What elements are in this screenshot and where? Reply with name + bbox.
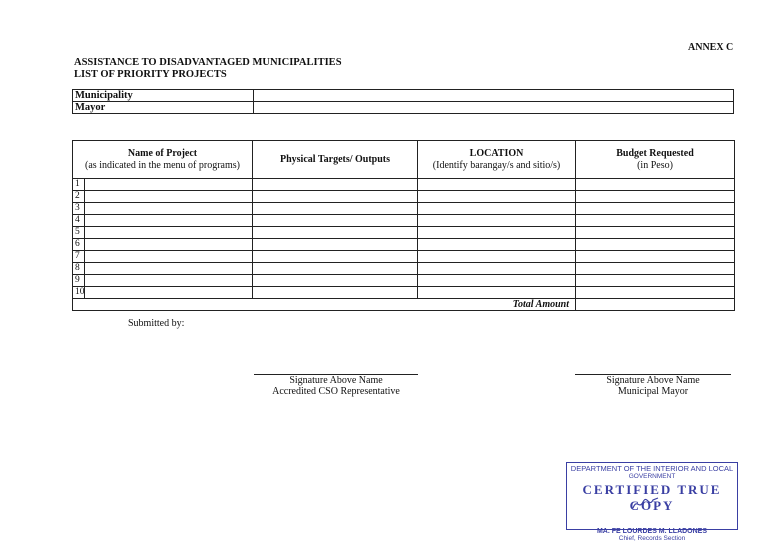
table-row xyxy=(73,239,735,251)
project-name-cell[interactable] xyxy=(85,239,253,251)
location-cell[interactable] xyxy=(418,275,576,287)
row-number: 6 xyxy=(73,239,85,251)
location-cell[interactable] xyxy=(418,239,576,251)
project-name-cell[interactable] xyxy=(85,227,253,239)
handwritten-signature-icon xyxy=(631,496,661,512)
physical-targets-cell[interactable] xyxy=(253,179,418,191)
header-location xyxy=(418,141,576,179)
form-subtitle: LIST OF PRIORITY PROJECTS xyxy=(74,69,227,80)
physical-targets-cell[interactable] xyxy=(253,239,418,251)
physical-targets-cell[interactable] xyxy=(253,227,418,239)
budget-cell[interactable] xyxy=(576,215,735,227)
stamp-name: MA. FE LOURDES M. LLADONES xyxy=(596,528,708,535)
budget-cell[interactable] xyxy=(576,275,735,287)
header-name-of-project xyxy=(73,141,253,179)
location-cell[interactable] xyxy=(418,287,576,299)
project-name-cell[interactable] xyxy=(85,179,253,191)
table-row xyxy=(73,191,735,203)
municipality-mayor-box xyxy=(72,89,734,114)
stamp-certified: CERTIFIED TRUE COPY xyxy=(582,482,722,513)
physical-targets-cell[interactable] xyxy=(253,215,418,227)
mayor-field[interactable] xyxy=(254,102,734,114)
header-name-of-project-title: Name of Project xyxy=(127,147,198,159)
table-row xyxy=(73,251,735,263)
row-number: 8 xyxy=(73,263,85,275)
form-title: ASSISTANCE TO DISADVANTAGED MUNICIPALITIES xyxy=(74,57,342,68)
total-amount-label: Total Amount xyxy=(73,299,576,311)
submitted-by-label: Submitted by: xyxy=(128,318,185,329)
stamp-government: GOVERNMENT xyxy=(628,473,676,480)
table-row xyxy=(73,203,735,215)
row-number: 10 xyxy=(73,287,85,299)
budget-cell[interactable] xyxy=(576,179,735,191)
location-cell[interactable] xyxy=(418,251,576,263)
cso-signature-block xyxy=(254,374,418,397)
stamp-department: DEPARTMENT OF THE INTERIOR AND LOCAL xyxy=(570,464,734,473)
header-budget xyxy=(576,141,735,179)
physical-targets-cell[interactable] xyxy=(253,251,418,263)
project-name-cell[interactable] xyxy=(85,203,253,215)
budget-cell[interactable] xyxy=(576,227,735,239)
physical-targets-cell[interactable] xyxy=(253,275,418,287)
row-number: 9 xyxy=(73,275,85,287)
header-physical-targets-title: Physical Targets/ Outputs xyxy=(280,153,391,165)
annex-label: ANNEX C xyxy=(688,42,734,53)
budget-cell[interactable] xyxy=(576,203,735,215)
project-name-cell[interactable] xyxy=(85,251,253,263)
physical-targets-cell[interactable] xyxy=(253,191,418,203)
project-name-cell[interactable] xyxy=(85,191,253,203)
row-number: 4 xyxy=(73,215,85,227)
project-name-cell[interactable] xyxy=(85,215,253,227)
location-cell[interactable] xyxy=(418,191,576,203)
mayor-signature-caption: Signature Above Name xyxy=(606,375,700,386)
stamp-position: Chief, Records Section xyxy=(618,535,686,542)
physical-targets-cell[interactable] xyxy=(253,287,418,299)
priority-projects-table xyxy=(72,140,735,311)
mayor-signature-role: Municipal Mayor xyxy=(617,386,689,397)
municipality-field[interactable] xyxy=(254,90,734,102)
table-row xyxy=(73,263,735,275)
location-cell[interactable] xyxy=(418,179,576,191)
row-number: 7 xyxy=(73,251,85,263)
table-row xyxy=(73,287,735,299)
table-row xyxy=(73,227,735,239)
row-number: 3 xyxy=(73,203,85,215)
row-number: 5 xyxy=(73,227,85,239)
physical-targets-cell[interactable] xyxy=(253,263,418,275)
location-cell[interactable] xyxy=(418,263,576,275)
project-name-cell[interactable] xyxy=(85,287,253,299)
header-physical-targets xyxy=(253,141,418,179)
budget-cell[interactable] xyxy=(576,287,735,299)
table-row xyxy=(73,275,735,287)
project-name-cell[interactable] xyxy=(85,263,253,275)
header-name-of-project-sub: (as indicated in the menu of programs) xyxy=(85,159,240,171)
header-budget-title: Budget Requested xyxy=(616,147,694,159)
location-cell[interactable] xyxy=(418,227,576,239)
budget-cell[interactable] xyxy=(576,263,735,275)
budget-cell[interactable] xyxy=(576,239,735,251)
physical-targets-cell[interactable] xyxy=(253,203,418,215)
row-number: 2 xyxy=(73,191,85,203)
table-row xyxy=(73,215,735,227)
budget-cell[interactable] xyxy=(576,191,735,203)
table-row xyxy=(73,179,735,191)
project-name-cell[interactable] xyxy=(85,275,253,287)
location-cell[interactable] xyxy=(418,215,576,227)
header-location-sub: (Identify barangay/s and sitio/s) xyxy=(432,159,561,171)
budget-cell[interactable] xyxy=(576,251,735,263)
cso-signature-role: Accredited CSO Representative xyxy=(272,386,400,397)
municipality-label: Municipality xyxy=(73,90,254,102)
location-cell[interactable] xyxy=(418,203,576,215)
cso-signature-caption: Signature Above Name xyxy=(289,375,383,386)
mayor-label: Mayor xyxy=(73,102,254,114)
header-budget-sub: (in Peso) xyxy=(637,159,673,171)
row-number: 1 xyxy=(73,179,85,191)
total-amount-field[interactable] xyxy=(576,299,735,311)
certified-true-copy-stamp xyxy=(566,462,738,542)
mayor-signature-block xyxy=(575,374,731,397)
header-location-title: LOCATION xyxy=(469,147,524,159)
